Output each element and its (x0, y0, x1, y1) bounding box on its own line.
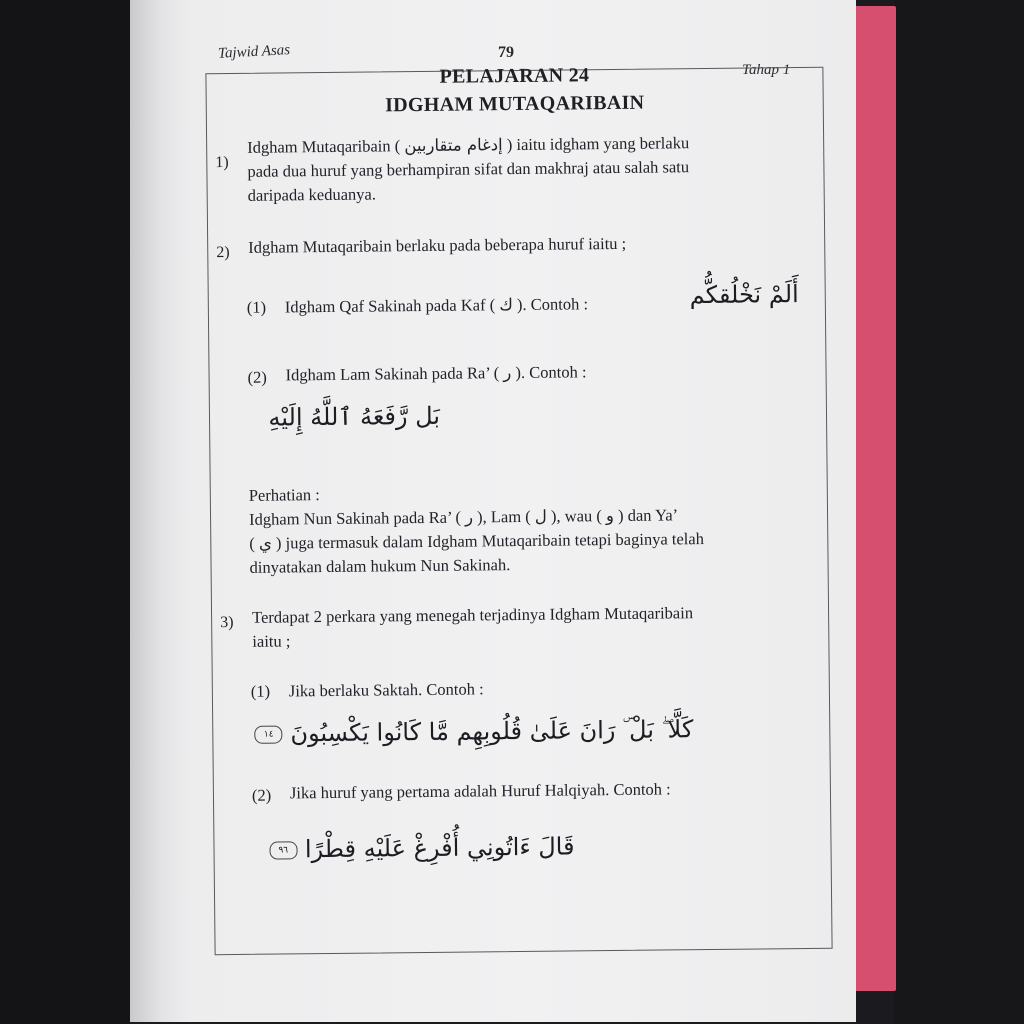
item-1-number: 1) (215, 154, 229, 172)
item-3-sub-1-arabic: كَلَّا ۖ بَلْ ۜ رَانَ عَلَىٰ قُلُوبِهِم مَّا كَانُوا يَكْسِبُونَ (290, 715, 694, 748)
running-header-left: Tajwid Asas (217, 42, 291, 62)
lesson-number: PELAJARAN 24 (439, 64, 590, 88)
item-1-line-1 (247, 130, 807, 159)
item-3-line-1: Terdapat 2 perkara yang menegah terjadinya Idgham Mutaqaribain (251, 603, 694, 627)
lesson-title: IDGHAM MUTAQARIBAIN (385, 91, 645, 117)
item-3-sub-1-verse (263, 715, 694, 748)
item-2-sub-1-arabic: أَلَمْ نَخْلُقكُّم (689, 280, 799, 310)
item-1-text-a: Idgham Mutaqaribain ( (247, 136, 401, 157)
item-2-sub-1-text: Idgham Qaf Sakinah pada Kaf ( ك ). Contoh : (284, 294, 589, 317)
note-line-3: dinyatakan dalam hukum Nun Sakinah. (249, 555, 511, 577)
item-3-sub-2-number: (2) (251, 785, 272, 805)
running-header-right: Tahap 1 (742, 62, 791, 78)
item-2-sub-2-arabic: بَل رَّفَعَهُ ٱللَّهُ إِلَيْهِ (268, 401, 441, 432)
item-1-line-3: daripada keduanya. (247, 184, 377, 205)
item-2-sub-2-text: Idgham Lam Sakinah pada Ra’ ( ر ). Contoh : (285, 362, 587, 385)
item-1-text-b: ) iaitu idgham yang berlaku (506, 133, 690, 155)
ayah-marker-icon: ٩٦ (269, 841, 297, 859)
item-2-number: 2) (216, 244, 230, 262)
book-page (130, 0, 856, 1022)
ayah-marker-icon: ١٤ (255, 725, 283, 743)
item-2-text: Idgham Mutaqaribain berlaku pada beberapa huruf iaitu ; (248, 233, 627, 257)
item-2-sub-1-number: (1) (246, 297, 267, 317)
page-number: 79 (498, 44, 514, 61)
background-left (0, 0, 130, 1024)
item-3-number: 3) (220, 613, 234, 632)
note-line-1: Idgham Nun Sakinah pada Ra’ ( ر ), Lam ( ل ), wau ( و ) dan Ya’ (248, 505, 679, 529)
item-3-line-2: iaitu ; (252, 631, 291, 651)
note-line-2: ( ي ) juga termasuk dalam Idgham Mutaqaribain tetapi baginya telah (249, 529, 705, 553)
item-3-sub-2-arabic: قَالَ ءَاتُونِي أُفْرِغْ عَلَيْهِ قِطْرًا (304, 832, 575, 864)
item-1-line-2: pada dua huruf yang berhampiran sifat dan makhraj atau salah satu (247, 157, 690, 181)
note-heading: Perhatian : (248, 485, 320, 505)
item-3-sub-1-number: (1) (250, 681, 271, 701)
item-3-sub-2-text: Jika huruf yang pertama adalah Huruf Halqiyah. Contoh : (289, 779, 671, 803)
content-frame (205, 64, 832, 955)
item-1-arabic: إدغام متقاربين (404, 135, 503, 156)
item-3-sub-1-text: Jika berlaku Saktah. Contoh : (288, 679, 484, 701)
item-3-sub-2-verse (274, 832, 574, 863)
item-2-sub-2-number: (2) (247, 367, 267, 387)
background-right (894, 0, 1024, 1024)
